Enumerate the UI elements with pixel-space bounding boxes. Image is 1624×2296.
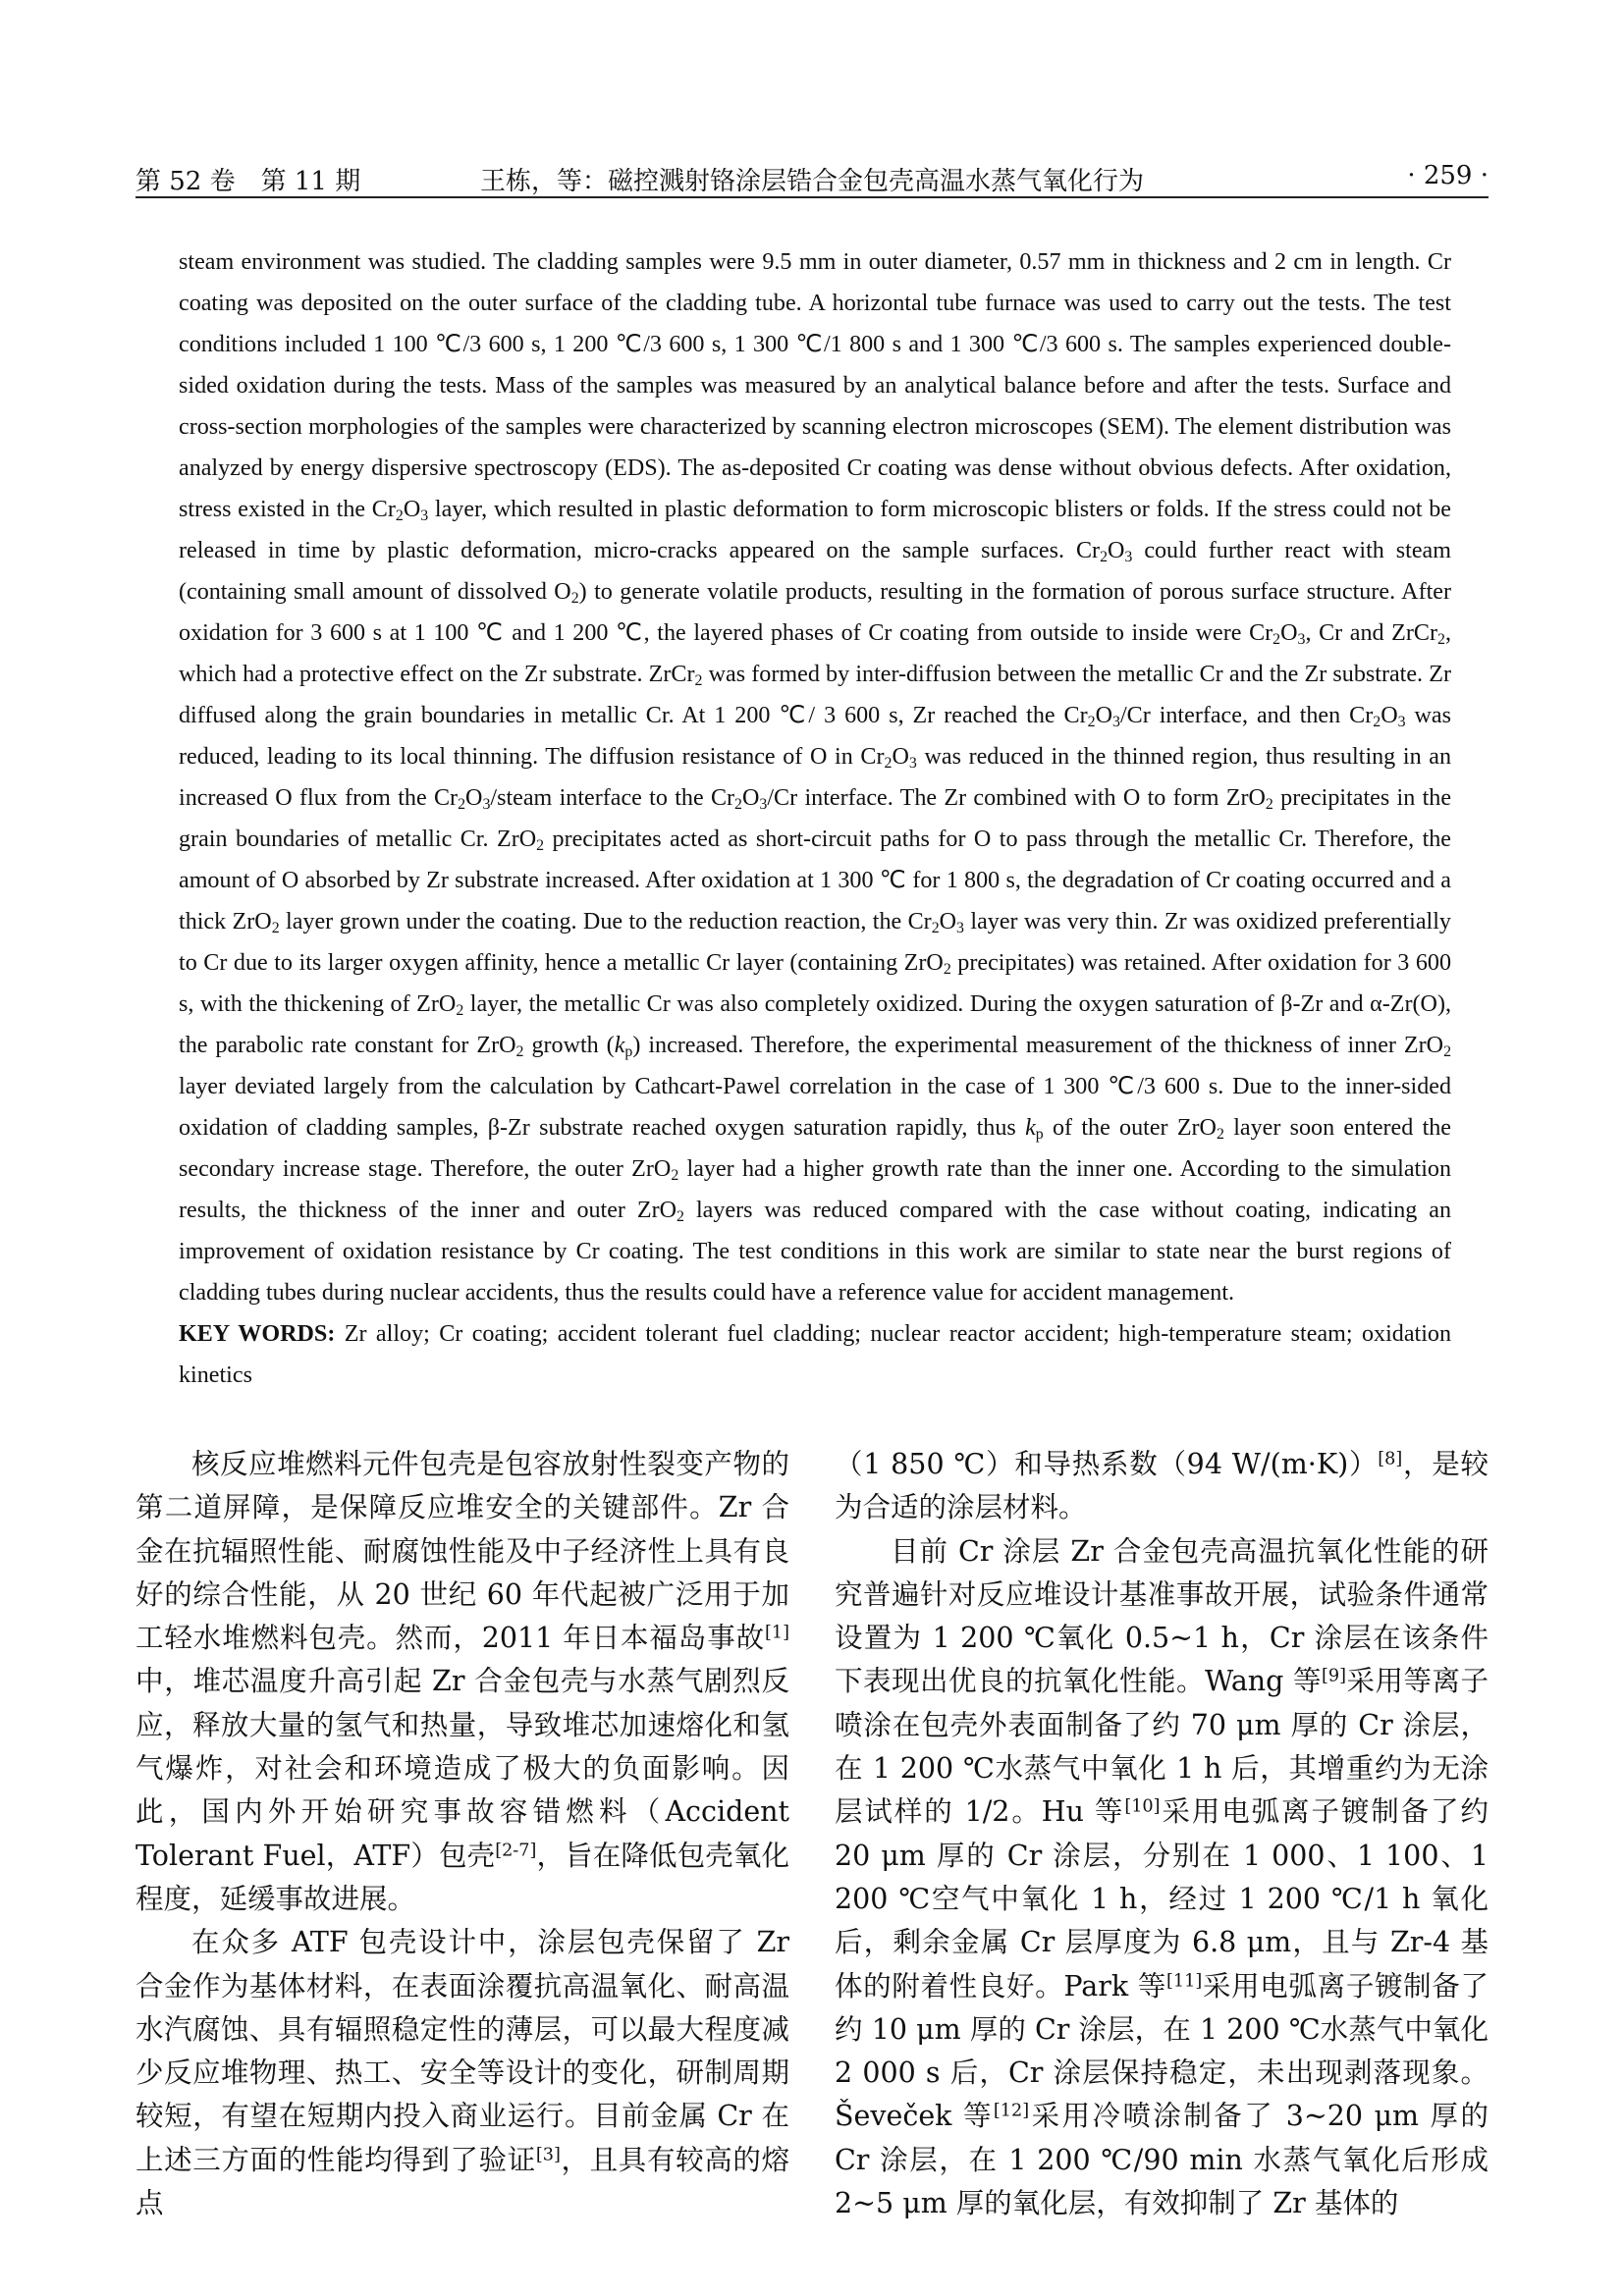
citation-ref[interactable]: [3]: [535, 2145, 561, 2165]
intro-paragraph-1: 核反应堆燃料元件包壳是包容放射性裂变产物的第二道屏障，是保障反应堆安全的关键部件。Zr 合金在抗辐照性能、耐腐蚀性能及中子经济性上具有良好的综合性能，从 20 世纪 60 年代起被广泛用于加工轻水堆燃料包壳。然而，2011 年日本福岛事故[1]中，堆芯温度升高引起 Zr 合金包壳与水蒸气剧烈反应，释放大量的氢气和热量，导致堆芯加速熔化和氢气爆炸，对社会和环境造成了极大的负面影响。因此，国内外开始研究事故容错燃料（Accident Tolerant Fuel，ATF）包壳[2-7]，旨在降低包壳氧化程度，延缓事故进展。: [135, 1448, 789, 1915]
intro-paragraph-3: 目前 Cr 涂层 Zr 合金包壳高温抗氧化性能的研究普遍针对反应堆设计基准事故开展，试验条件通常设置为 1 200 ℃氧化 0.5~1 h，Cr 涂层在该条件下表现出优良的抗氧化性能。Wang 等[9]采用等离子喷涂在包壳外表面制备了约 70 μm 厚的 Cr 涂层，在 1 200 ℃水蒸气中氧化 1 h 后，其增重约为无涂层试样的 1/2。Hu 等[10]采用电弧离子镀制备了约 20 μm 厚的 Cr 涂层，分别在 1 000、1 100、1 200 ℃空气中氧化 1 h，经过 1 200 ℃/1 h 氧化后，剩余金属 Cr 层厚度为 6.8 μm，且与 Zr-4 基体的附着性良好。Park 等[11]采用电弧离子镀制备了约 10 μm 厚的 Cr 涂层，在 1 200 ℃水蒸气中氧化 2 000 s 后，Cr 涂层保持稳定，未出现剥落现象。Ševeček 等[12]采用冷喷涂制备了 3~20 μm 厚的 Cr 涂层，在 1 200 ℃/90 min 水蒸气氧化后形成 2~5 μm 厚的氧化层，有效抑制了 Zr 基体的: [835, 1534, 1489, 2220]
key-words: [179, 1313, 1451, 1396]
citation-ref[interactable]: [10]: [1124, 1796, 1161, 1817]
header-volume-issue: 第 52 卷 第 11 期: [135, 167, 361, 196]
header-title: 王栋，等：磁控溅射铬涂层锆合金包壳高温水蒸气氧化行为: [479, 167, 1144, 196]
key-words-label: KEY WORDS:: [179, 1321, 336, 1347]
key-words-text: Zr alloy; Cr coating; accident tolerant fuel cladding; nuclear reactor accident; high-temperature steam; oxidation kinetics: [179, 1321, 1451, 1388]
abstract-body: steam environment was studied. The cladding samples were 9.5 mm in outer diameter, 0.57 mm in thickness and 2 cm in length. Cr coating was deposited on the outer surface of the cladding tube. A horizontal tube furnace was used to carry out the tests. The test conditions included 1 100 ℃/3 600 s, 1 200 ℃/3 600 s, 1 300 ℃/1 800 s and 1 300 ℃/3 600 s. The samples experienced double-sided oxidation during the tests. Mass of the samples was measured by an analytical balance before and after the tests. Surface and cross-section morphologies of the samples were characterized by scanning electron microscopes (SEM). The element distribution was analyzed by energy dispersive spectroscopy (EDS). The as-deposited Cr coating was dense without obvious defects. After oxidation, stress existed in the $Cr_2O_3$ layer, which resulted in plastic deformation to form microscopic blisters or folds. If the stress could not be released in time by plastic deformation, micro-cracks appeared on the sample surfaces. $Cr_2O_3$ could further react with steam (containing small amount of dissolved $O_2$) to generate volatile products, resulting in the formation of porous surface structure. After oxidation for 3 600 s at 1 100 ℃ and 1 200 ℃, the layered phases of Cr coating from outside to inside were $Cr_2O_3$, Cr and ZrCr$_2$, which had a protective effect on the Zr substrate. ZrCr$_2$ was formed by inter-diffusion between the metallic Cr and the Zr substrate. Zr diffused along the grain boundaries in metallic Cr. At 1 200 ℃/ 3 600 s, Zr reached the $Cr_2O_3/Cr$ interface, and then $Cr_2O_3$ was reduced, leading to its local thinning. The diffusion resistance of O in $Cr_2O_3$ was reduced in the thinned region, thus resulting in an increased O flux from the $Cr_2O_3$/steam interface to the $Cr_2O_3/Cr$ interface. The Zr combined with O to form ZrO$_2$ precipitates in the grain boundaries of metallic Cr. ZrO$_2$ precipitates acted as short-circuit paths for O to pass through the metallic Cr. Therefore, the amount of O absorbed by Zr substrate increased. After oxidation at 1 300 ℃ for 1 800 s, the degradation of Cr coating occurred and a thick ZrO$_2$ layer grown under the coating. Due to the reduction reaction, the $Cr_2O_3$ layer was very thin. Zr was oxidized preferentially to Cr due to its larger oxygen affinity, hence a metallic Cr layer (containing ZrO$_2$ precipitates) was retained. After oxidation for 3 600 s, with the thickening of ZrO$_2$ layer, the metallic Cr was also completely oxidized. During the oxygen saturation of β-Zr and α-Zr(O), the parabolic rate constant for ZrO$_2$ growth $(k_p)$ increased. Therefore, the experimental measurement of the thickness of inner ZrO$_2$ layer deviated largely from the calculation by Cathcart-Pawel correlation in the case of 1 300 ℃/3 600 s. Due to the inner-sided oxidation of cladding samples, β-Zr substrate reached oxygen saturation rapidly, thus $k_p$ of the outer ZrO$_2$ layer soon entered the secondary increase stage. Therefore, the outer ZrO$_2$ layer had a higher growth rate than the inner one. According to the simulation results, the thickness of the inner and outer ZrO$_2$ layers was reduced compared with the case without coating, indicating an improvement of oxidation resistance by Cr coating. The test conditions in this work are similar to state near the burst regions of cladding tubes during nuclear accidents, thus the results could have a reference value for accident management.: [179, 249, 1452, 1306]
running-header: [135, 153, 1489, 198]
citation-ref[interactable]: [8]: [1378, 1449, 1403, 1469]
body-right-column: [835, 1443, 1489, 2225]
header-page-number: · 259 ·: [1407, 161, 1489, 190]
intro-paragraph-2-continued: （1 850 ℃）和导热系数（94 W/(m·K)）[8]，是较为合适的涂层材料。: [835, 1448, 1489, 1524]
body-left-column: [135, 1443, 789, 2225]
citation-ref[interactable]: [1]: [764, 1623, 789, 1643]
citation-ref[interactable]: [2-7]: [495, 1840, 537, 1860]
citation-ref[interactable]: [11]: [1166, 1970, 1203, 1991]
english-abstract: [179, 241, 1451, 1396]
citation-ref[interactable]: [9]: [1321, 1666, 1346, 1686]
intro-paragraph-2: 在众多 ATF 包壳设计中，涂层包壳保留了 Zr 合金作为基体材料，在表面涂覆抗高温氧化、耐高温水汽腐蚀、具有辐照稳定性的薄层，可以最大程度减少反应堆物理、热工、安全等设计的变化，研制周期较短，有望在短期内投入商业运行。目前金属 Cr 在上述三方面的性能均得到了验证[3]，且具有较高的熔点: [135, 1926, 789, 2220]
citation-ref[interactable]: [12]: [993, 2101, 1030, 2121]
